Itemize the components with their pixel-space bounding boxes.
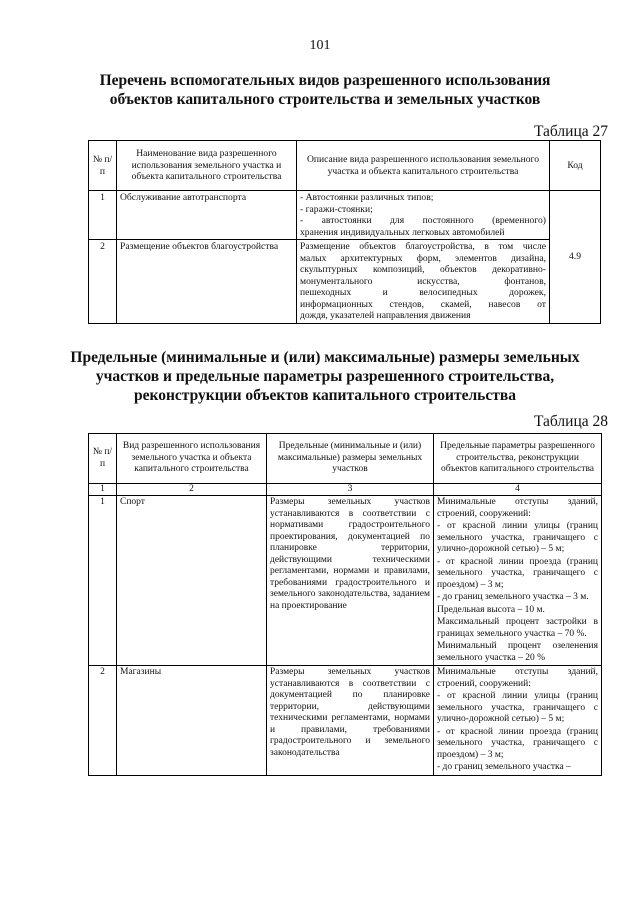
sizes-text: Размеры земельных участков устанавливаются в соответствии с нормативами градостроительного проектирования, документацией по планировке территории, действующими техническими регламентами, нормами и правилами, требованиями градостроительного и земельного законодательства, заданием на проектирование [270,497,430,611]
header-build-params: Предельные параметры разрешенного строительства, реконструкции объектов капитального строительства [434,434,602,484]
param-line: - до границ земельного участка – 3 м. [437,592,589,602]
param-line: - от красной линии проезда (границ земельного участка, граничащего с проездом) – 3 м; [437,556,598,590]
desc-line: монументального искусства, фонтанов, [300,275,546,287]
header-plot-sizes: Предельные (минимальные и (или) максимальные) размеры земельных участков [267,434,434,484]
column-number: 4 [434,484,602,496]
row-plot-sizes [267,496,434,666]
desc-line: Размещение объектов благоустройства, в том числе [300,241,546,252]
table-28 [88,433,602,776]
desc-line: хранения индивидуальных легковых автомобилей [300,226,505,238]
param-line: - от красной линии проезда (границ земельного участка, граничащего с проездом) – 3 м; [437,726,598,760]
section-title-limit-parameters [40,348,610,405]
desc-line: - автостоянки для постоянного (временного) [300,215,546,226]
table-header-row [89,434,602,484]
desc-line: - гаражи-стоянки; [300,203,373,215]
row-build-params [434,496,602,666]
row-num: 1 [89,191,117,240]
column-number-row [89,484,602,496]
column-number: 2 [117,484,267,496]
section-title-permitted-uses [40,71,610,109]
param-line: Минимальный процент озеленения земельного участка – 20 % [437,641,598,663]
header-num: № п/п [89,141,117,191]
row-code: 4.9 [550,191,601,324]
sizes-text: Размеры земельных участков устанавливаются в соответствии с документацией по планировке территории, действующими техническими регламентами, нормами и правилами, требованиями градостроительного и земельного законодательства [270,667,430,758]
header-name: Наименование вида разрешенного использования земельного участка и объекта капитального строительства [117,141,297,191]
desc-line: дождя, указателей направления движения [300,310,471,321]
table-27 [88,140,601,324]
title-line: участков и предельные параметры разрешенного строительства, [95,368,555,385]
title-line: Перечень вспомогательных видов разрешенного использования [99,72,551,89]
table-row [89,666,602,776]
table-27-caption: Таблица 27 [533,123,608,140]
row-plot-sizes [267,666,434,776]
desc-line: малых архитектурных форм, элементов дизайна, [300,252,546,264]
row-name: Обслуживание автотранспорта [117,191,297,240]
title-line: Предельные (минимальные и (или) максимальные) размеры земельных [70,349,580,366]
param-line: Максимальный процент застройки в границах земельного участка – 70 %. [437,617,598,639]
row-use-type: Магазины [117,666,267,776]
param-line: - до границ земельного участка – [437,762,571,772]
table-row [89,240,601,324]
param-line: Минимальные отступы зданий, строений, сооружений: [437,667,598,689]
row-name: Размещение объектов благоустройства [117,240,297,324]
page-number: 101 [309,38,331,53]
param-line: Минимальные отступы зданий, строений, сооружений: [437,497,598,519]
param-line: - от красной линии улицы (границ земельного участка, граничащего с улично-дорожной сетью) – 5 м; [437,691,598,724]
desc-line: информационных стендов, скамей, навесов от [300,298,546,310]
column-number: 1 [89,484,117,496]
header-code: Код [550,141,601,191]
title-line: объектов капитального строительства и земельных участков [109,91,541,108]
header-num: № п/п [89,434,117,484]
desc-line: пешеходных и велосипедных дорожек, [300,287,546,298]
row-description [297,240,550,324]
param-line: - от красной линии улицы (границ земельного участка, граничащего с улично-дорожной сетью) – 5 м; [437,521,598,554]
row-build-params [434,666,602,776]
desc-line: скульптурных композиций, объектов декоративно- [300,264,546,275]
param-line: Предельная высота – 10 м. [437,604,545,615]
column-number: 3 [267,484,434,496]
table-28-caption: Таблица 28 [533,413,608,430]
row-num: 2 [89,666,117,776]
row-use-type: Спорт [117,496,267,666]
desc-line: - Автостоянки различных типов; [300,192,434,203]
title-line: реконструкции объектов капитального строительства [134,387,516,404]
row-description [297,191,550,240]
header-use-type: Вид разрешенного использования земельного участка и объекта капитального строительства [117,434,267,484]
row-num: 2 [89,240,117,324]
table-header-row [89,141,601,191]
header-description: Описание вида разрешенного использования земельного участка и объекта капитального строительства [297,141,550,191]
table-row [89,191,601,240]
table-row [89,496,602,666]
row-num: 1 [89,496,117,666]
